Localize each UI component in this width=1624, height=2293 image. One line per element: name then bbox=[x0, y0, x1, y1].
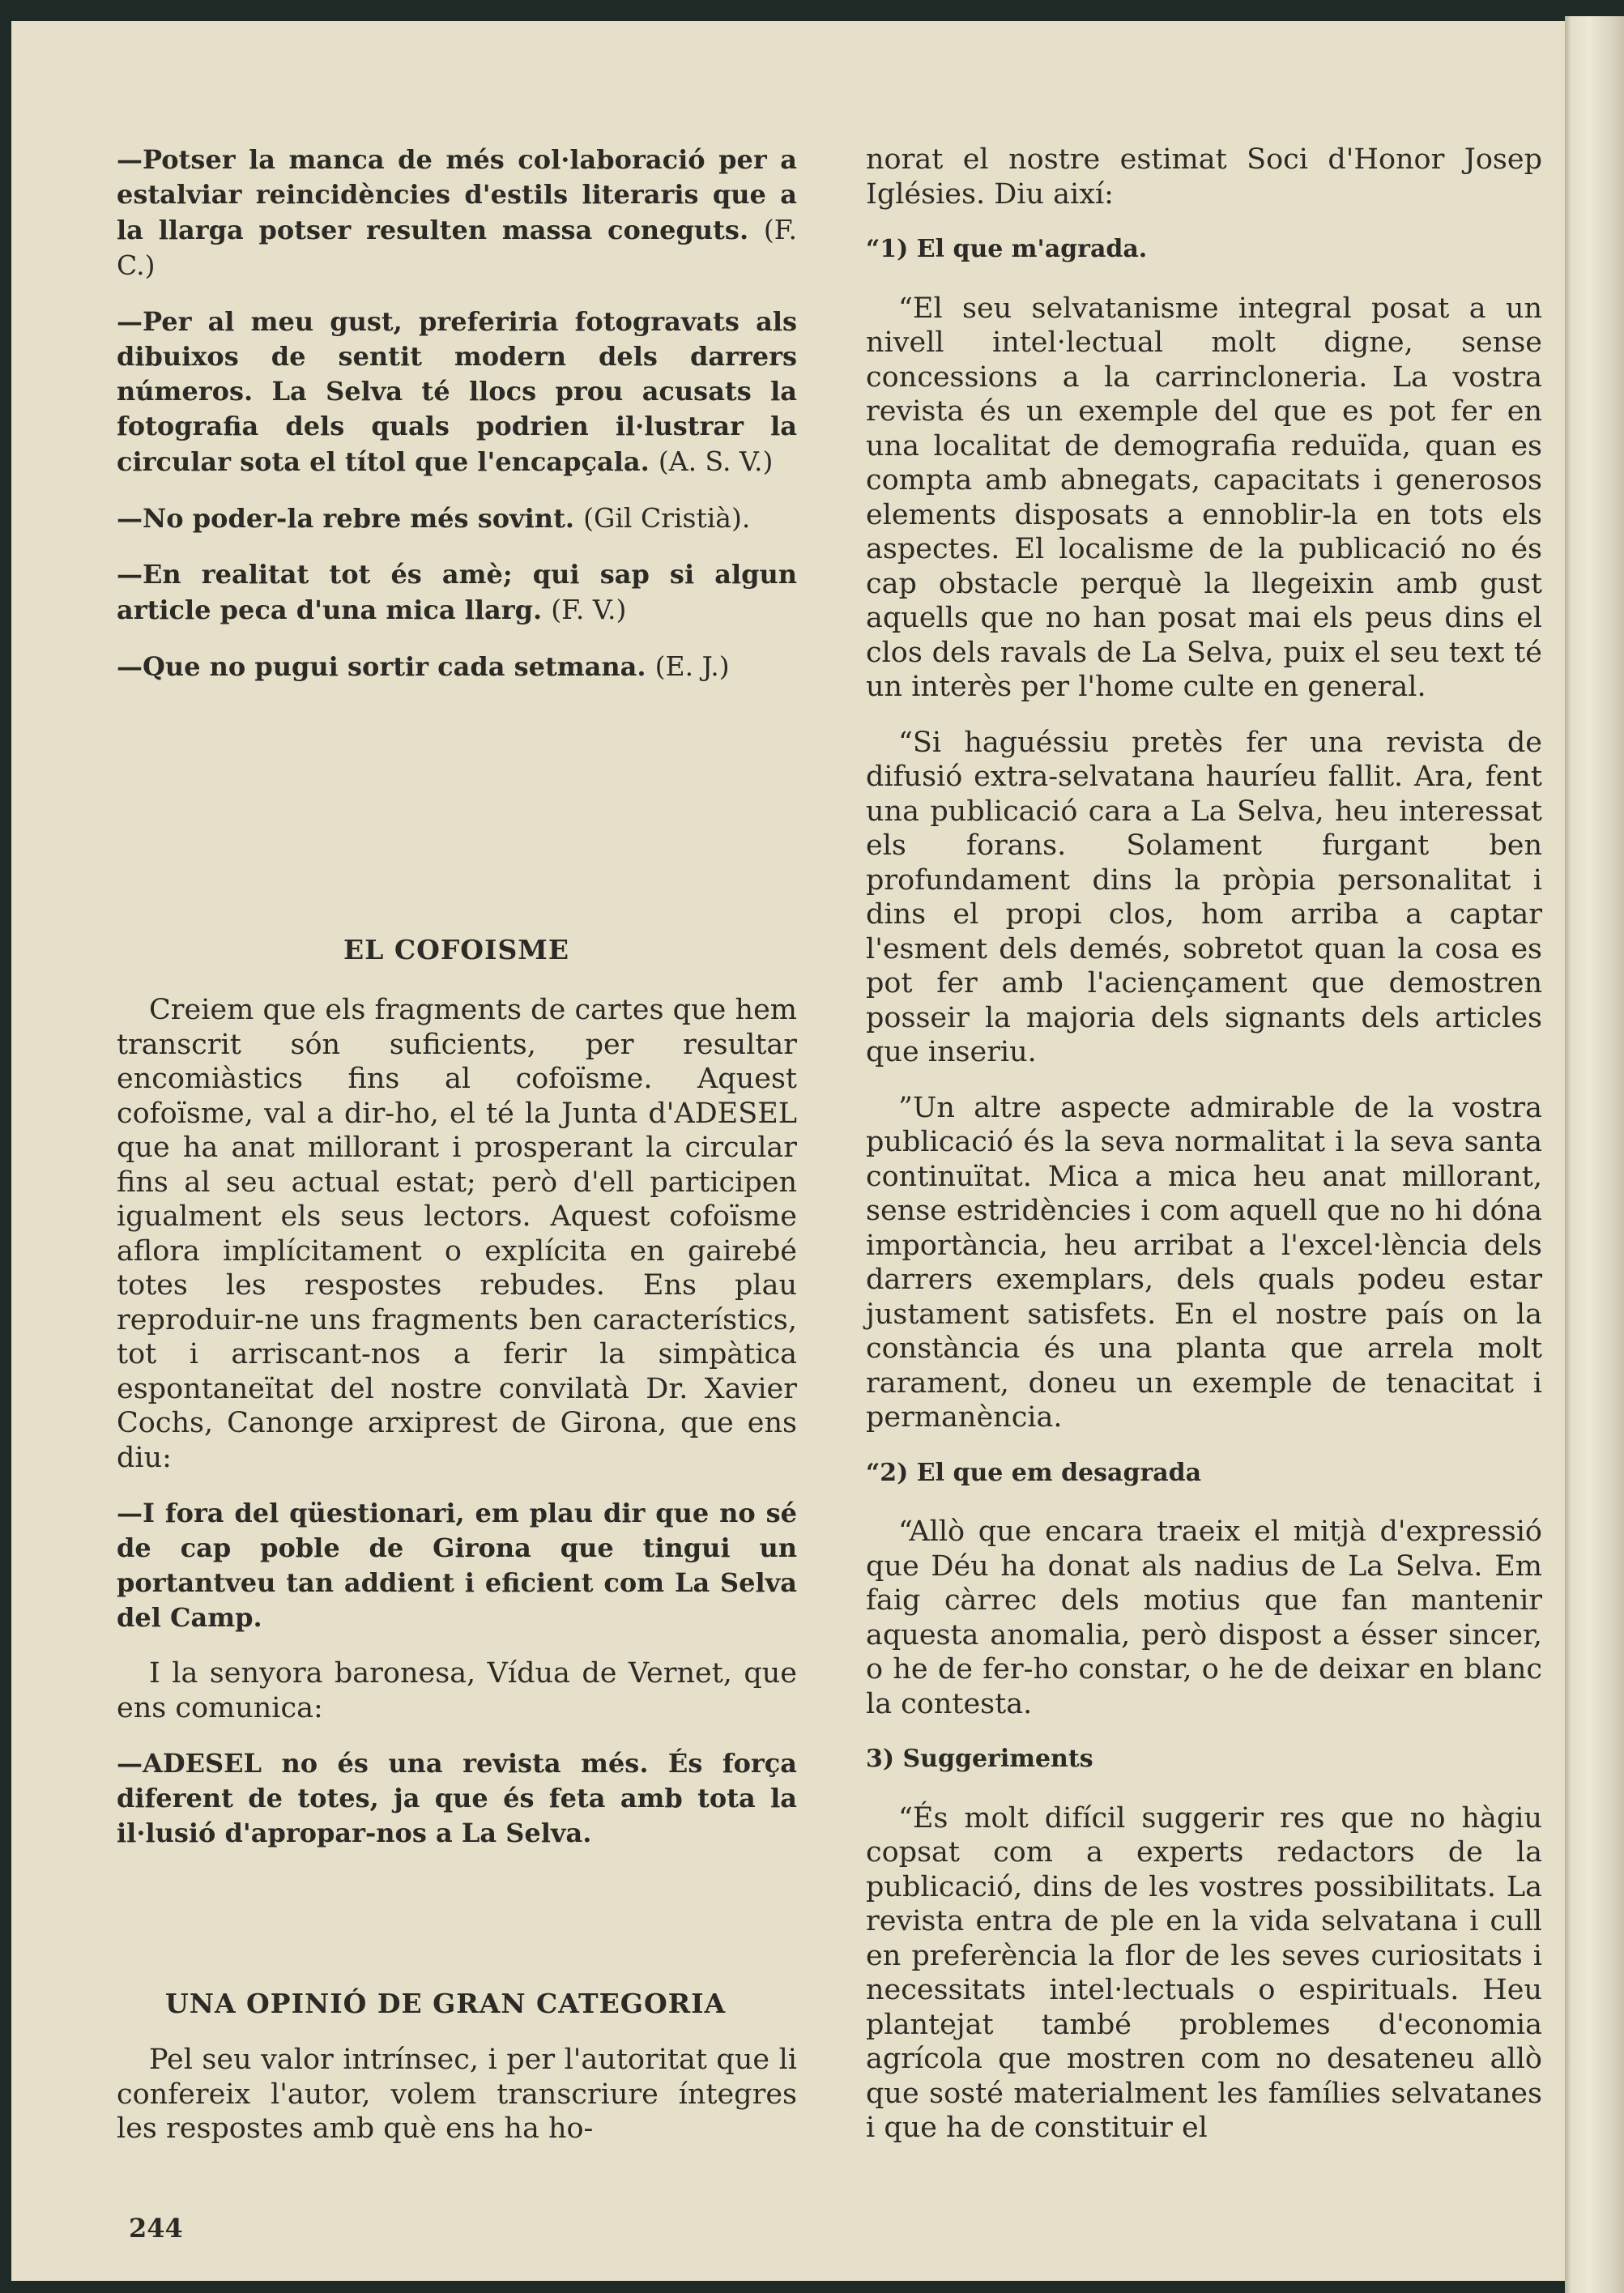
section1-paragraph-3: ”Un altre aspecte admirable de la vostra publicació és la seva normalitat i la seva santa continuïtat. Mica a mica heu anat millorant, sense estridències i com aquell que no hi dóna importància, heu arribat a l'excel·lència dels darrers exemplars, dels quals podeu estar justament satisfets. En el nostre país on la constància és una planta que arrela molt rarament, doneu un exemple de tenacitat i permanència. bbox=[866, 1091, 1542, 1434]
baronesa-intro: I la senyora baronesa, Vídua de Vernet, que ens comunica: bbox=[117, 1657, 797, 1724]
heading-opinio: UNA OPINIÓ DE GRAN CATEGORIA bbox=[165, 1988, 727, 2019]
facing-page-edge bbox=[1565, 16, 1624, 2293]
section1-paragraph-1: “El seu selvatanisme integral posat a un nivell intel·lectual molt digne, sense concessions a la carrincloneria. La vostra revista és un exemple del que es pot fer en una localitat de demografia reduïda, quan es compta amb abnegats, capacitats i generosos elements disposats a ennoblir-la en tots els aspectes. El localisme de la publicació no és cap obstacle perquè la llegeixin amb gust aquells que no han posat mai els peus dins el clos dels ravals de La Selva, puix el seu text té un interès per l'home culte en general. bbox=[866, 292, 1542, 703]
magazine-page bbox=[11, 21, 1565, 2281]
page-number: 244 bbox=[129, 2213, 183, 2244]
section3-title: 3) Suggeriments bbox=[866, 1745, 1093, 1773]
cofoisme-paragraph: Creiem que els fragments de cartes que hem transcrit són suficients, per resultar encomiàstics fins al cofoïsme. Aquest cofoïsme, val a dir-ho, el té la Junta d'ADESEL que ha anat millorant i prosperant la circular fins al seu actual estat; però d'ell participen igualment els seus lectors. Aquest cofoïsme aflora implícitament o explícita en gairebé totes les respostes rebudes. Ens plau reproduir-ne uns fragments ben característics, tot i arriscant-nos a ferir la simpàtica espontaneïtat del nostre convilatà Dr. Xavier Cochs, Canonge arxiprest de Girona, que ens diu: bbox=[117, 994, 797, 1474]
section2-paragraph: “Allò que encara traeix el mitjà d'expressió que Déu ha donat als nadius de La Selva. Em faig càrrec dels motius que fan mantenir aquesta anomalia, però dispost a ésser sincer, o he de fer-ho constar, o he de deixar en blanc la contesta. bbox=[866, 1515, 1542, 1720]
quote-fv: —En realitat tot és amè; qui sap si algun article peca d'una mica llarg. (F. V.) bbox=[117, 559, 797, 625]
quote-fc: —Potser la manca de més col·laboració per a estalviar reincidències d'estils literaris que a la llarga potser resulten massa coneguts. (F. C.) bbox=[117, 144, 797, 281]
quote-ej: —Que no pugui sortir cada setmana. (E. J.) bbox=[117, 650, 730, 682]
right-column bbox=[866, 143, 1542, 2167]
quote-cochs: —I fora del qüestionari, em plau dir que no sé de cap poble de Girona que tingui un portantveu tan addient i eficient com La Selva del Camp. bbox=[117, 1498, 797, 1633]
left-column-cofoisme bbox=[117, 993, 797, 1872]
quote-gil: —No poder-la rebre més sovint. (Gil Cristià). bbox=[117, 502, 751, 534]
quote-baronesa: —ADESEL no és una revista més. És força diferent de totes, ja que és feta amb tota la il·lusió d'apropar-nos a La Selva. bbox=[117, 1748, 797, 1848]
left-column-opinio bbox=[117, 2043, 797, 2167]
section3-paragraph: “És molt difícil suggerir res que no hàgiu copsat com a experts redactors de la publicació, dins de les vostres possibilitats. La revista entra de ple en la vida selvatana i cull en preferència la flor de les seves curiositats i necessitats intel·lectuals o espirituals. Heu plantejat també problemes d'economia agrícola que mostren com no desateneu allò que sosté materialment les famílies selvatanes i que ha de constituir el bbox=[866, 1801, 1542, 2144]
opinio-paragraph: Pel seu valor intrínsec, i per l'autoritat que li confereix l'autor, volem transcriure íntegres les respostes amb què ens ha ho- bbox=[117, 2044, 797, 2145]
heading-cofoisme: EL COFOISME bbox=[343, 934, 569, 965]
section1-paragraph-2: “Si haguéssiu pretès fer una revista de difusió extra-selvatana hauríeu fallit. Ara, fent una publicació cara a La Selva, heu interessat els forans. Solament furgant ben profundament dins la pròpia personalitat i dins el propi clos, hom arriba a captar l'esment dels demés, sobretot quan la cosa es pot fer amb l'aciençament que demostren posseir la majoria dels signants dels articles que inseriu. bbox=[866, 726, 1542, 1068]
quote-asv: —Per al meu gust, preferiria fotogravats als dibuixos de sentit modern dels darrers números. La Selva té llocs prou acusats la fotografia dels quals podrien il·lustrar la circular sota el títol que l'encapçala. (A. S. V.) bbox=[117, 306, 797, 477]
left-column bbox=[117, 143, 797, 705]
section2-title: “2) El que em desagrada bbox=[866, 1458, 1202, 1487]
section1-title: “1) El que m'agrada. bbox=[866, 235, 1148, 263]
continuation-text: norat el nostre estimat Soci d'Honor Josep Iglésies. Diu així: bbox=[866, 143, 1542, 211]
